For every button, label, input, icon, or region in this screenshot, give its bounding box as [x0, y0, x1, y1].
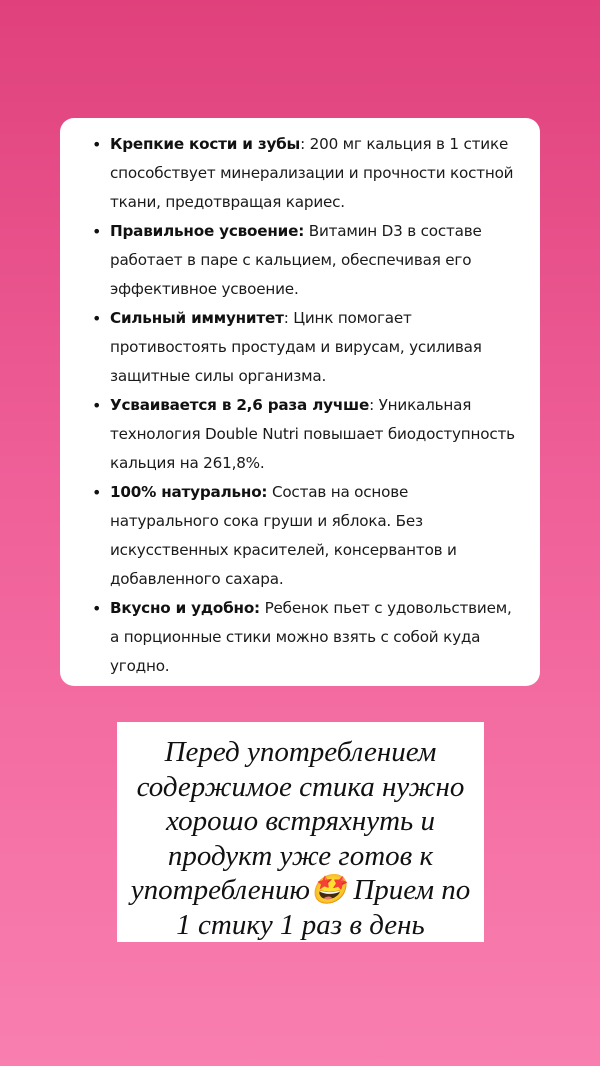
benefit-text: Витамин D3 в составе: [304, 222, 482, 240]
caption-line: продукт уже готов к: [167, 839, 434, 872]
benefit-line: угодно.: [110, 657, 170, 675]
benefit-line: [110, 217, 540, 246]
benefit-line: кальция на 261,8%.: [110, 454, 265, 472]
benefit-line: [110, 130, 540, 159]
benefit-item: [92, 594, 540, 681]
benefit-text: Ребенок пьет с удовольствием,: [259, 599, 512, 617]
benefit-line: противостоять простудам и вирусам, усиливая: [110, 338, 482, 356]
bullet-icon: •: [92, 599, 102, 618]
benefit-title: Усваивается в 2,6 раза лучше: [110, 396, 370, 414]
bullet-icon: •: [92, 309, 102, 328]
benefit-item: [92, 478, 540, 594]
benefit-line: добавленного сахара.: [110, 570, 284, 588]
benefit-title: Вкусно и удобно:: [110, 599, 260, 617]
benefit-line: [110, 594, 540, 623]
benefit-line: ткани, предотвращая кариес.: [110, 193, 345, 211]
caption-line: Перед употреблением: [164, 736, 437, 768]
benefit-line: [110, 478, 540, 507]
benefit-line: [110, 304, 540, 333]
benefit-item: [92, 217, 540, 304]
benefit-line: [110, 391, 540, 420]
benefit-line: технология Double Nutri повышает биодоступность: [110, 425, 515, 443]
benefit-title: Крепкие кости и зубы: [110, 135, 301, 153]
bullet-icon: •: [92, 135, 102, 154]
usage-caption: [117, 722, 484, 942]
benefit-text: : 200 мг кальция в 1 стике: [300, 135, 509, 153]
bullet-icon: •: [92, 396, 102, 415]
benefit-line: защитные силы организма.: [110, 367, 327, 385]
caption-line: хорошо встряхнуть и: [166, 805, 435, 837]
benefit-line: натурального сока груши и яблока. Без: [110, 512, 423, 530]
bullet-icon: •: [92, 483, 102, 502]
benefit-line: искусственных красителей, консервантов и: [110, 541, 457, 559]
benefit-item: [92, 391, 540, 478]
benefit-line: работает в паре с кальцием, обеспечивая его: [110, 251, 472, 269]
benefit-line: а порционные стики можно взять с собой куда: [110, 628, 481, 646]
benefit-line: способствует минерализации и прочности костной: [110, 164, 514, 182]
benefits-card: [60, 118, 540, 686]
bullet-icon: •: [92, 222, 102, 241]
caption-line: 1 стику 1 раз в день: [176, 908, 425, 941]
caption-line: употреблению🤩 Прием по: [130, 874, 471, 906]
benefit-title: Сильный иммунитет: [110, 309, 284, 327]
benefit-item: [92, 130, 540, 217]
benefit-item: [92, 304, 540, 391]
benefit-text: : Уникальная: [369, 396, 472, 414]
benefit-line: эффективное усвоение.: [110, 280, 299, 298]
benefit-text: : Цинк помогает: [283, 309, 412, 327]
benefit-title: Правильное усвоение:: [110, 222, 305, 240]
caption-line: содержимое стика нужно: [136, 770, 465, 803]
benefit-title: 100% натурально:: [110, 483, 268, 501]
benefit-text: Состав на основе: [267, 483, 409, 501]
